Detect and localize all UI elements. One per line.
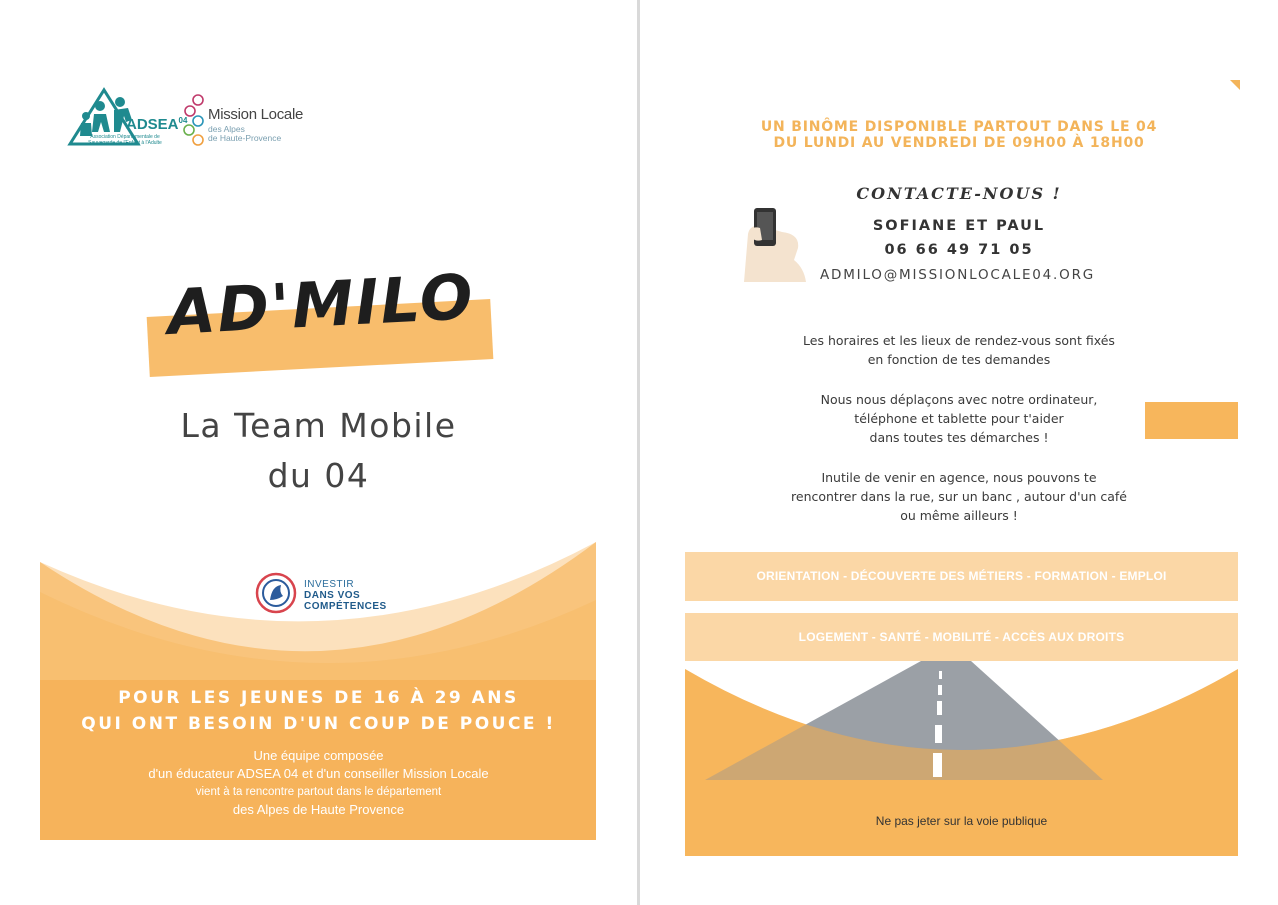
investir-line-3: COMPÉTENCES (304, 601, 387, 612)
investir-line-2: DANS VOS (304, 590, 361, 601)
target-audience-line-2: QUI ONT BESOIN D'UN COUP DE POUCE ! (81, 714, 556, 734)
schedule-paragraph-line-2: en fonction de tes demandes (867, 352, 1051, 367)
meeting-paragraph-line-3: ou même ailleurs ! (900, 508, 1018, 523)
meeting-paragraph-line-1: Inutile de venir en agence, nous pouvons te (821, 470, 1097, 485)
services-strip-1-text: ORIENTATION - DÉCOUVERTE DES MÉTIERS - FORMATION - EMPLOI (756, 569, 1167, 583)
contact-email: ADMILO@MISSIONLOCALE04.ORG (820, 267, 1096, 283)
description-line-4: des Alpes de Haute Provence (232, 802, 405, 817)
corner-triangle-mark (1230, 80, 1242, 92)
contact-phone: 06 66 49 71 05 (884, 242, 1034, 258)
services-strip-2 (685, 613, 1238, 661)
orange-accent-block (1145, 402, 1238, 439)
equipment-paragraph-line-3: dans toutes tes démarches ! (869, 430, 1049, 445)
services-strip-2-text: LOGEMENT - SANTÉ - MOBILITÉ - ACCÈS AUX DROITS (798, 630, 1125, 644)
availability-line-1: UN BINÔME DISPONIBLE PARTOUT DANS LE 04 (760, 119, 1158, 135)
flyer-back-page (640, 0, 1278, 905)
description-line-3: vient à ta rencontre partout dans le département (195, 786, 442, 798)
description-line-2: d'un éducateur ADSEA 04 et d'un conseiller Mission Locale (148, 766, 489, 781)
contact-title: CONTACTE-NOUS ! (856, 184, 1062, 203)
meeting-paragraph-line-2: rencontrer dans la rue, sur un banc , autour d'un café (791, 489, 1127, 504)
mission-locale-subtitle: des Alpes de Haute-Provence (208, 124, 282, 143)
equipment-paragraph-line-1: Nous nous déplaçons avec notre ordinateur, (820, 392, 1098, 407)
mission-locale-name: Mission Locale (208, 106, 304, 123)
adsea-subtitle: Association Départementale de Sauvegarde de l'Enfant à l'Adulte (88, 134, 162, 146)
admilo-title: AD'MILO (165, 260, 477, 349)
contact-names: SOFIANE ET PAUL (872, 218, 1046, 234)
target-audience-line-1: POUR LES JEUNES DE 16 À 29 ANS (118, 688, 519, 708)
mission-locale-circles-icon (182, 94, 208, 148)
adsea-name: ADSEA$^{04}$ (126, 116, 188, 133)
subtitle-line-1: La Team Mobile (180, 406, 457, 445)
flyer-front-page (0, 0, 637, 905)
footer-note: Ne pas jeter sur la voie publique (875, 814, 1048, 828)
subtitle-line-2: du 04 (267, 456, 370, 495)
availability-line-2: DU LUNDI AU VENDREDI DE 09H00 À 18H00 (773, 135, 1145, 151)
equipment-paragraph-line-2: téléphone et tablette pour t'aider (854, 411, 1064, 426)
services-strip-1 (685, 552, 1238, 601)
description-line-1: Une équipe composée (253, 748, 384, 763)
investir-line-1: INVESTIR (304, 579, 355, 590)
marianne-seal-icon (255, 572, 299, 616)
schedule-paragraph-line-1: Les horaires et les lieux de rendez-vous sont fixés (803, 333, 1115, 348)
